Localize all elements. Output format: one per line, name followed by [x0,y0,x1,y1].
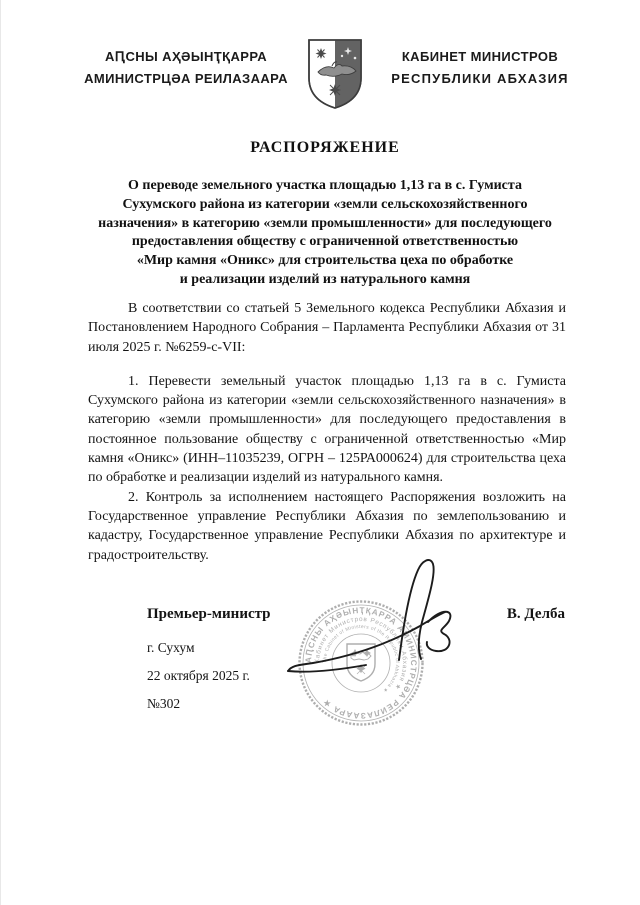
abkhazia-coat-of-arms-icon [306,38,364,110]
subject-line: Сухумского района из категории «земли сельскохозяйственного [122,196,528,212]
document-body [88,299,566,565]
item-1-paragraph: 1. Перевести земельный участок площадью 1,13 га в с. Гумиста Сухумского района из категории «земли сельскохозяйственного назначения» в категорию «земли промышленности» для последующего предоставления в постоянное пользование обществу с ограниченной ответственностью «Мир камня «Оникс» (ИНН–11035239, ОГРН – 125РА000624) для строительства цеха по обработке и реализации изделий из натурального камня. [88,373,566,486]
document-subject [80,177,570,290]
handwritten-signature-icon [278,552,473,682]
footer-document-number: №302 [147,696,181,711]
subject-line: О переводе земельного участка площадью 1,13 га в с. Гумиста [128,178,522,193]
preamble-paragraph: В соответствии со статьей 5 Земельного кодекса Республики Абхазия и Постановлением Народного Собрания – Парламента Республики Абхазия от 31 июля 2025 г. №6259-с-VII: [88,301,566,355]
org-name-abkhaz [72,46,300,90]
signatory-post: Премьер-министр [147,606,271,622]
subject-line: и реализации изделий из натурального камня [179,271,471,287]
org-name-abkhaz-line1: АԤСНЫ АҲӘЫНҬҚАРРА [104,49,268,64]
document-type-title: РАСПОРЯЖЕНИЕ [250,139,400,156]
stamp-ring-inner-text: The Cabinet of Ministers of the Republic of Abkhazia ★ [322,624,400,693]
footer-date: 22 октября 2025 г. [147,668,250,683]
org-name-russian-line2: РЕСПУБЛИКИ АБХАЗИЯ [391,71,569,86]
scan-edge [0,0,1,905]
signatory-name: В. Делба [506,606,565,622]
stamp-ring-outer-text: АԤСНЫ АҲӘЫНҬҚАРРА АМИНИСТРЦӘА РЕИЛАЗААРА ★ [303,605,419,721]
org-name-abkhaz-line2: АМИНИСТРЦӘА РЕИЛАЗААРА [84,71,288,86]
org-name-russian [386,46,574,90]
stamp-ring-middle-text: Кабинет Министров Республики Абхазия ★ [313,615,409,692]
org-name-russian-line1: КАБИНЕТ МИНИСТРОВ [401,49,559,64]
subject-line: назначения» в категорию «земли промышленности» для последующего [98,215,552,231]
subject-line: «Мир камня «Оникс» для строительства цеха по обработке [136,253,514,269]
item-2-paragraph: 2. Контроль за исполнением настоящего Распоряжения возложить на Государственное управление Республики Абхазия по землепользованию и кадастру, Государственное управление Республики Абхазия по архитектуре и градостроительству. [88,489,566,563]
footer-city: г. Сухум [147,640,195,655]
subject-line: предоставления обществу с ограниченной ответственностью [131,234,519,250]
